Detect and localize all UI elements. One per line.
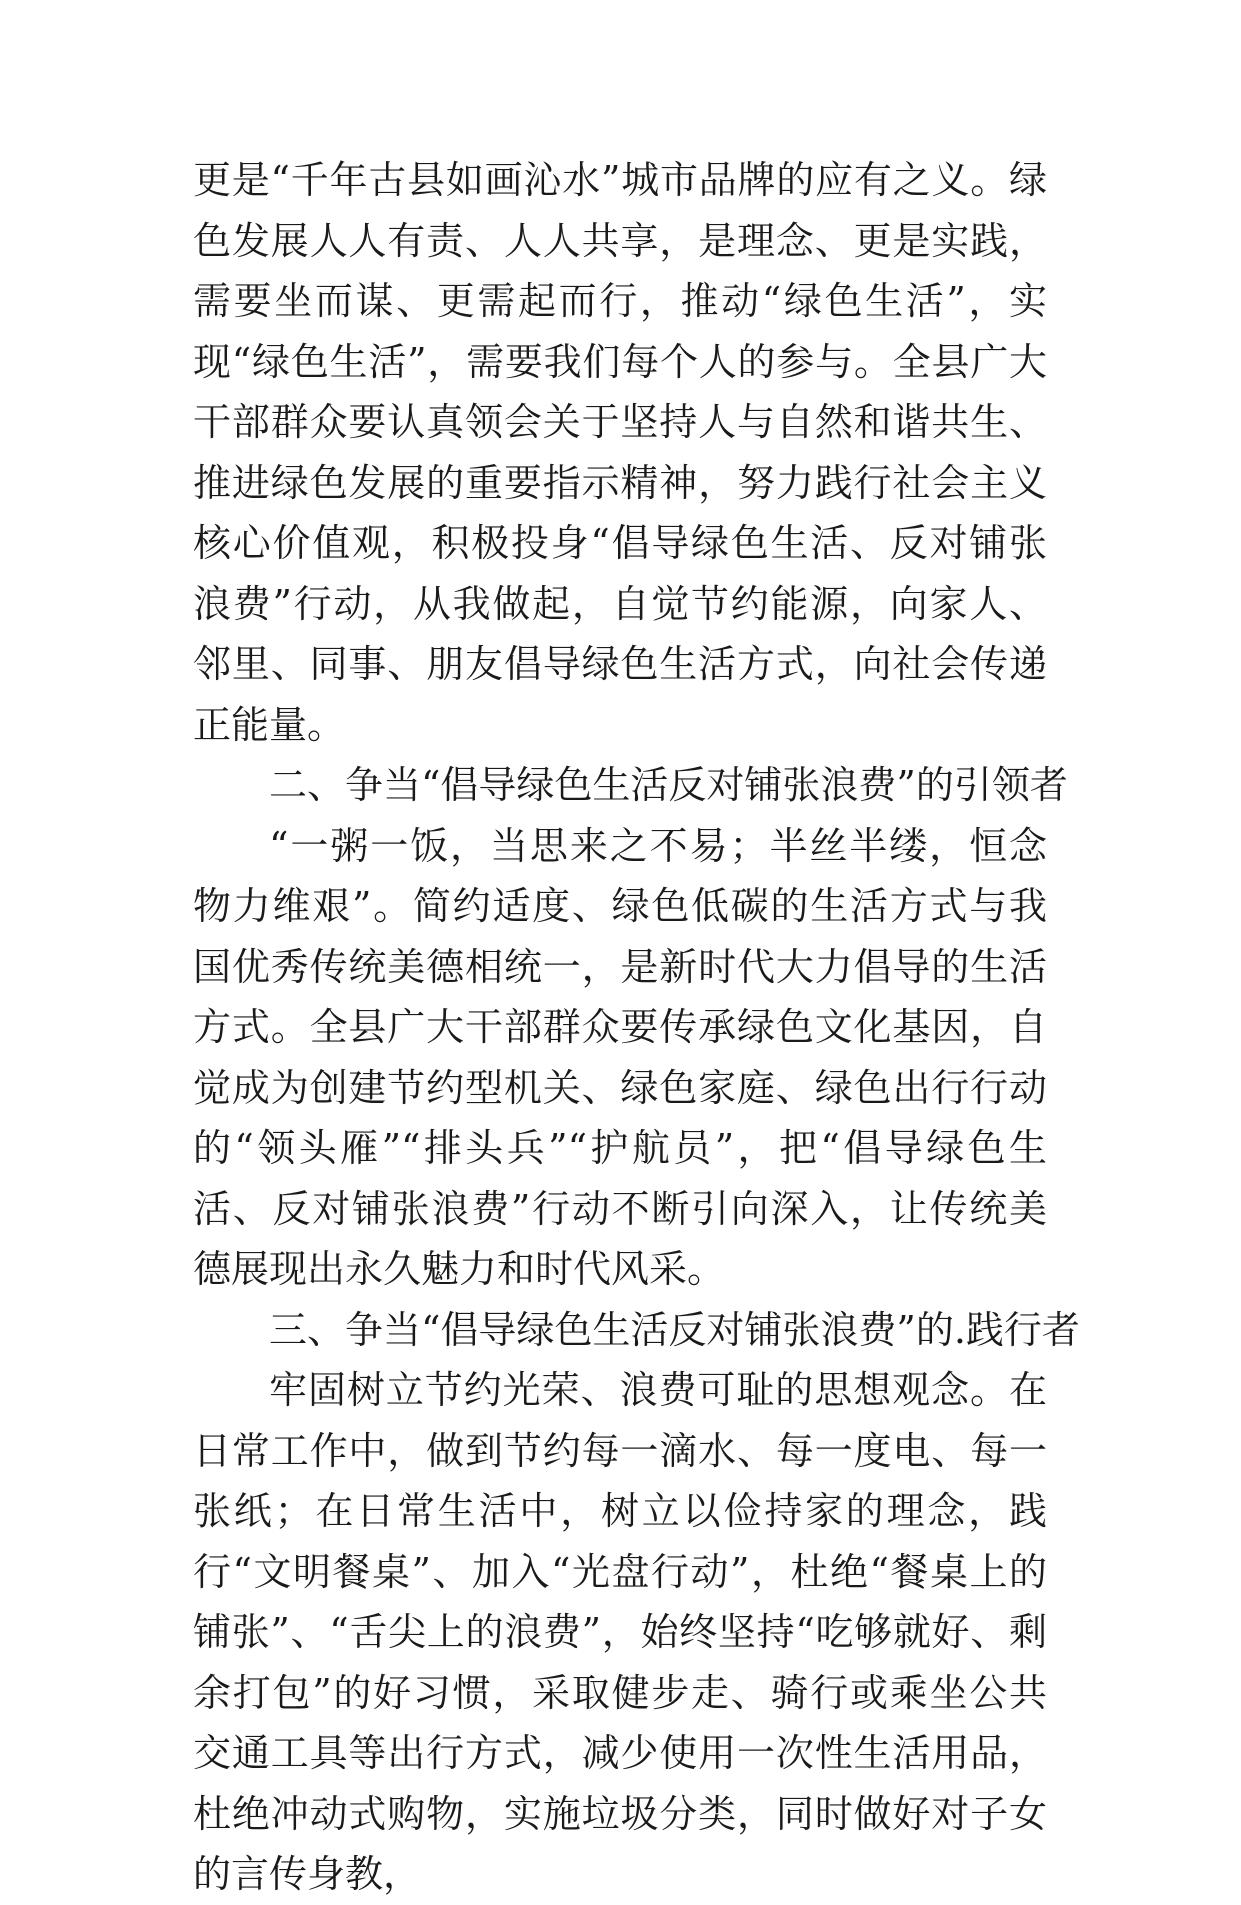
section-heading-2: 二、争当“倡导绿色生活反对铺张浪费”的引领者 — [269, 763, 1068, 807]
section-heading-3: 三、争当“倡导绿色生活反对铺张浪费”的.践行者 — [269, 1307, 1080, 1352]
document-body — [193, 150, 1080, 1905]
paragraph-section-3: 牢固树立节约光荣、浪费可耻的思想观念。在日常工作中，做到节约每一滴水、每一度电、每一张纸；在日常生活中，树立以俭持家的理念，践行“文明餐桌”、加入“光盘行动”，杜绝“餐桌上的铺张”、“舌尖上的浪费”，始终坚持“吃够就好、剩余打包”的好习惯，采取健步走、骑行或乘坐公共交通工具等出行方式，减少使用一次性生活用品，杜绝冲动式购物，实施垃圾分类，同时做好对子女的言传身教， — [193, 1368, 1047, 1896]
paragraph-continuation: 更是“千年古县如画沁水”城市品牌的应有之义。绿色发展人人有责、人人共享，是理念、更是实践，需要坐而谋、更需起而行，推动“绿色生活”，实现“绿色生活”，需要我们每个人的参与。全县广大干部群众要认真领会关于坚持人与自然和谐共生、推进绿色发展的重要指示精神，努力践行社会主义核心价值观，积极投身“倡导绿色生活、反对铺张浪费”行动，从我做起，自觉节约能源，向家人、邻里、同事、朋友倡导绿色生活方式，向社会传递正能量。 — [193, 158, 1047, 747]
paragraph-section-2: “一粥一饭，当思来之不易；半丝半缕，恒念物力维艰”。简约适度、绿色低碳的生活方式与我国优秀传统美德相统一，是新时代大力倡导的生活方式。全县广大干部群众要传承绿色文化基因，自觉成为创建节约型机关、绿色家庭、绿色出行行动的“领头雁”“排头兵”“护航员”，把“倡导绿色生活、反对铺张浪费”行动不断引向深入，让传统美德展现出永久魅力和时代风采。 — [193, 823, 1047, 1291]
